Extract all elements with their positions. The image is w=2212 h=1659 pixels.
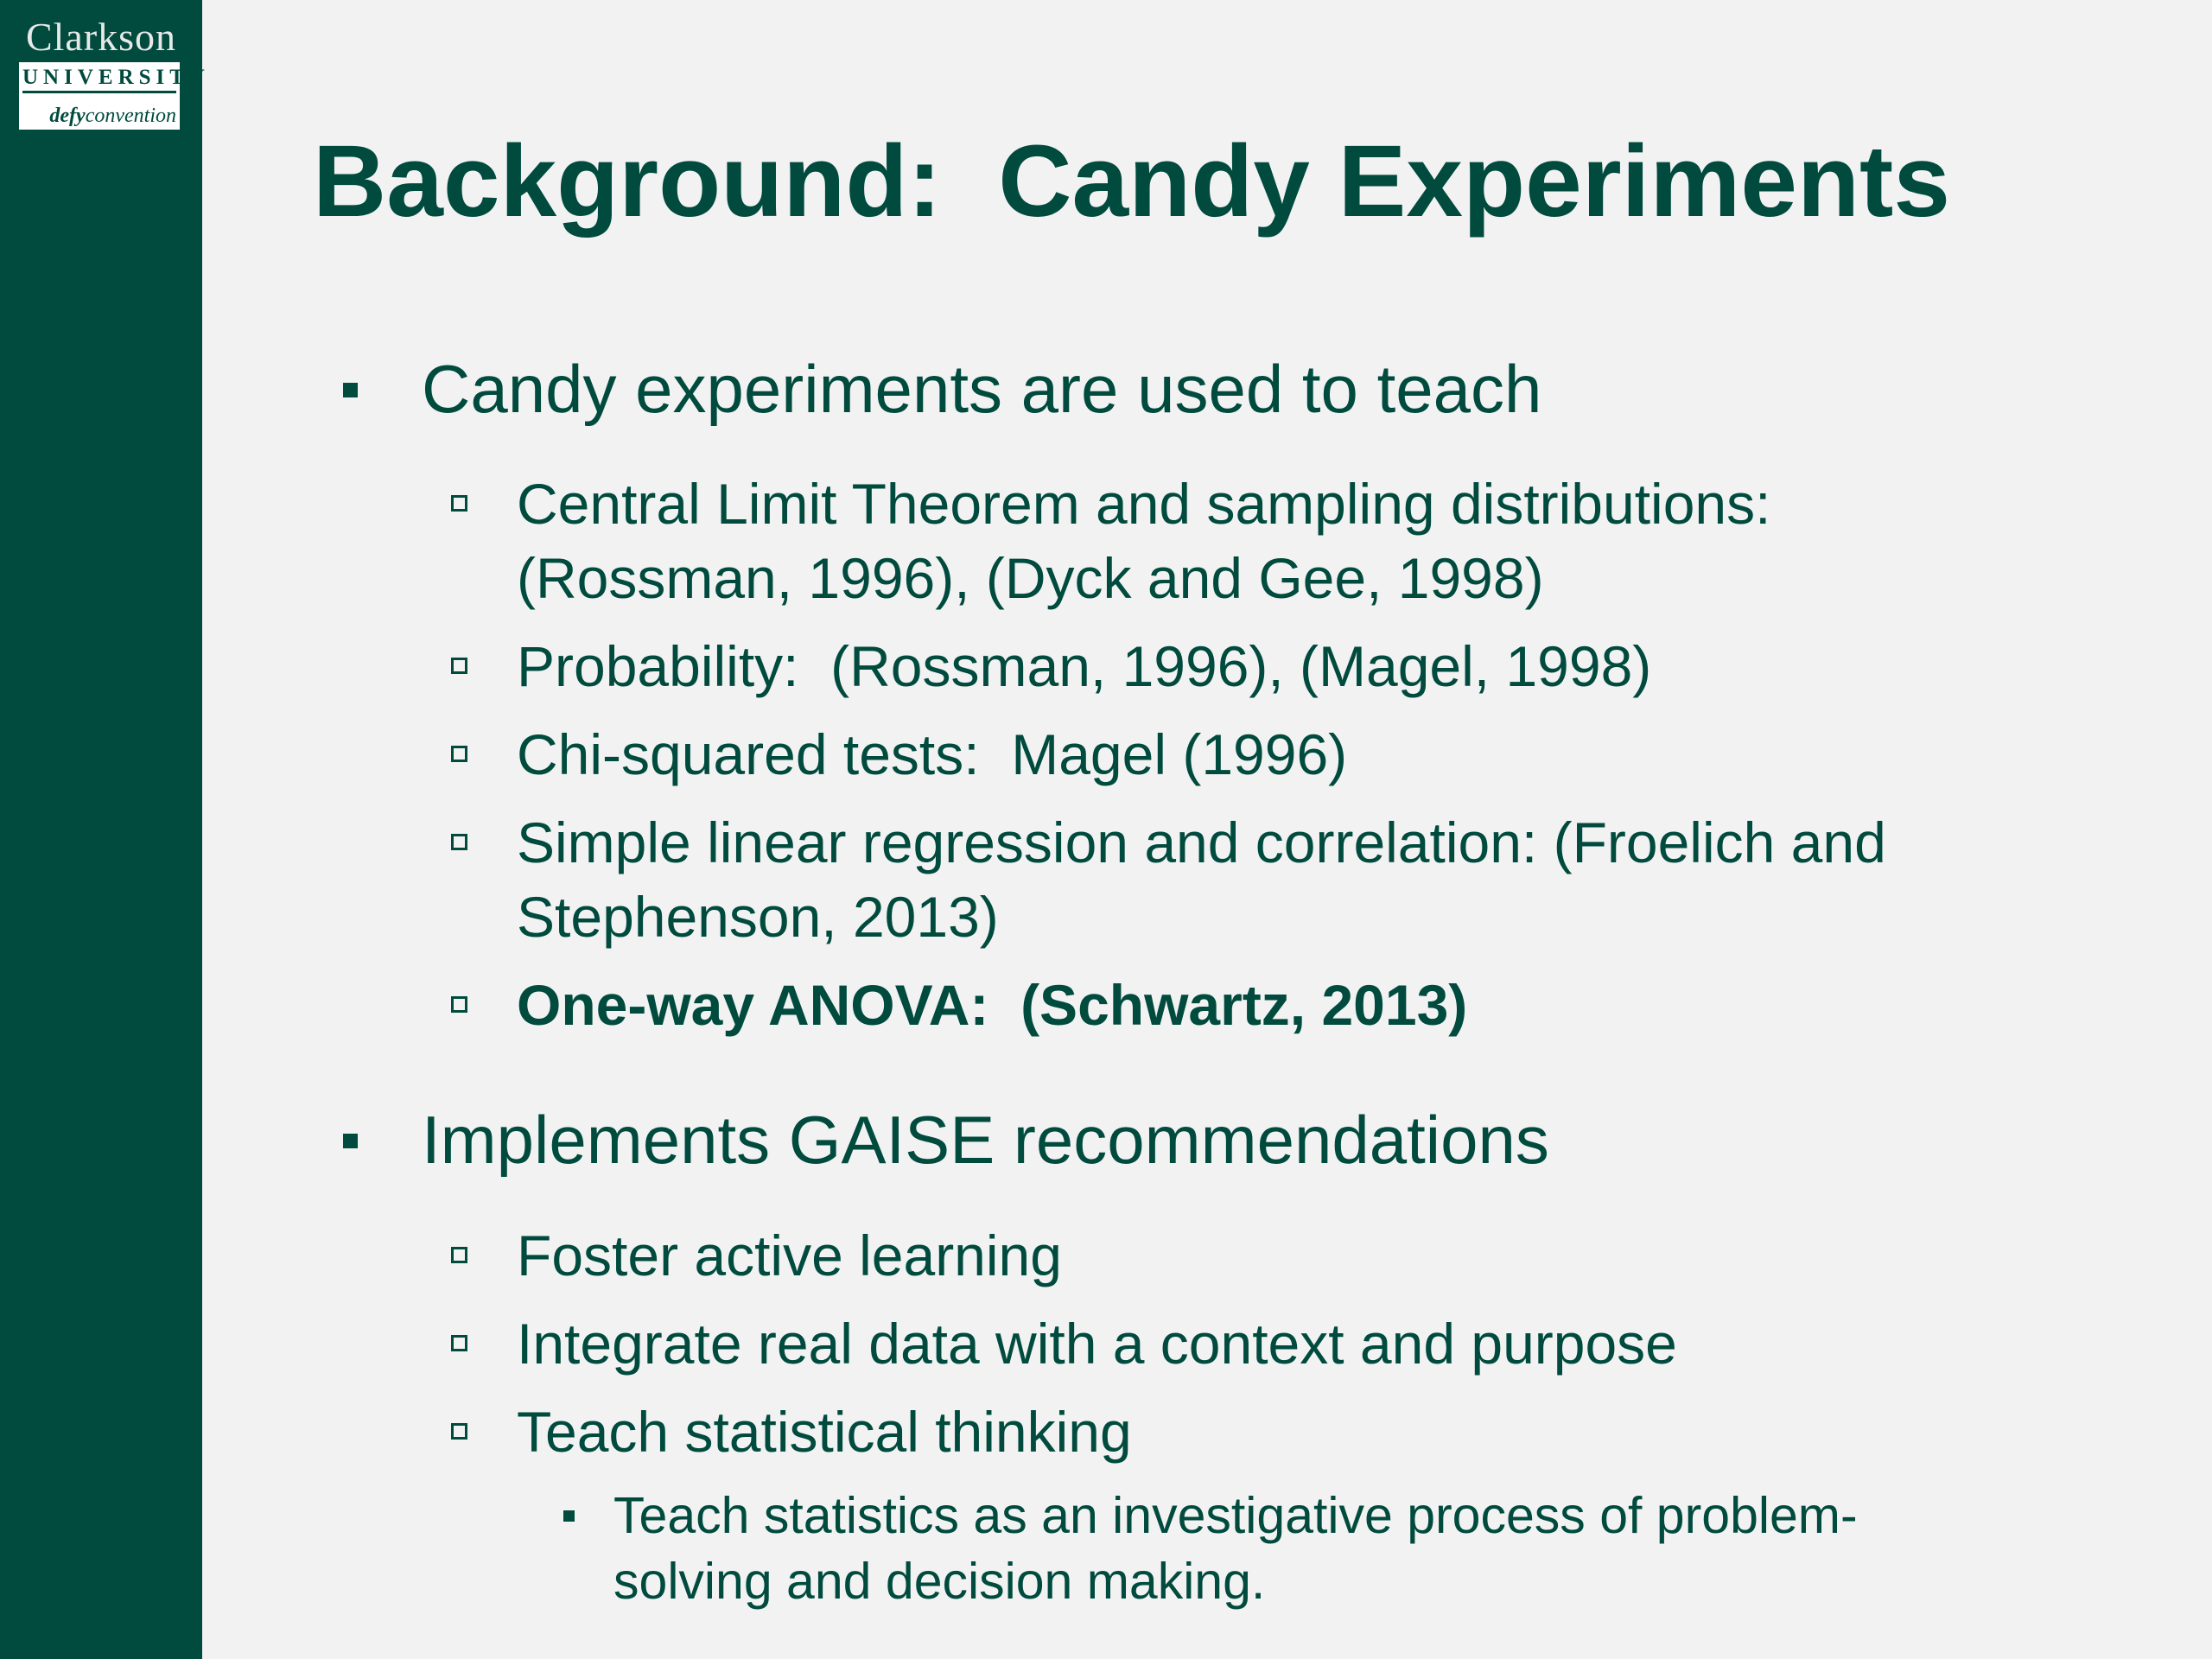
subsub-bullet-line-1: Teach statistics as an investigative process of problem- xyxy=(613,1487,1858,1544)
sub-bullet-7: Integrate real data with a context and purpose xyxy=(517,1312,1677,1376)
logo-tag-emph: defy xyxy=(49,105,86,127)
sub-bullet-marker xyxy=(451,1247,467,1263)
sub-bullet-marker xyxy=(451,834,467,850)
bullet-1-text: Candy experiments are used to teach xyxy=(422,351,1542,427)
sub-bullet-6: Foster active learning xyxy=(517,1224,1062,1287)
logo-tag-rest: convention xyxy=(85,105,176,127)
sub-bullet-marker xyxy=(451,495,467,512)
sub-bullet-5-bold: One-way ANOVA: (Schwartz, 2013) xyxy=(517,973,1468,1037)
sub-bullet-marker xyxy=(451,746,467,762)
sub-bullet-marker xyxy=(451,658,467,674)
logo-wordmark: Clarkson xyxy=(25,15,177,59)
sub-bullet-3: Chi-squared tests: Magel (1996) xyxy=(517,722,1348,786)
subsub-bullet-line-2: solving and decision making. xyxy=(613,1553,1266,1610)
slide-title: Background: Candy Experiments xyxy=(313,124,1950,238)
bullet-2-text: Implements GAISE recommendations xyxy=(422,1102,1549,1178)
subsub-bullet-marker xyxy=(563,1510,575,1522)
sub-bullet-4-line-1: Simple linear regression and correlation: (Froelich and xyxy=(517,810,1886,874)
sub-bullet-marker xyxy=(451,1335,467,1351)
bullet-square xyxy=(343,383,358,397)
sub-bullet-1-line-2: (Rossman, 1996), (Dyck and Gee, 1998) xyxy=(517,546,1544,610)
sub-bullet-1-line-1: Central Limit Theorem and sampling distributions: xyxy=(517,472,1771,536)
sub-bullet-4-line-2: Stephenson, 2013) xyxy=(517,885,999,949)
sub-bullet-8: Teach statistical thinking xyxy=(517,1400,1132,1464)
logo-university: UNIVERSITY xyxy=(22,62,176,93)
sub-bullet-marker xyxy=(451,996,467,1013)
sub-bullet-marker xyxy=(451,1423,467,1440)
sub-bullet-2: Probability: (Rossman, 1996), (Magel, 1998) xyxy=(517,634,1652,698)
bullet-square xyxy=(343,1134,358,1148)
